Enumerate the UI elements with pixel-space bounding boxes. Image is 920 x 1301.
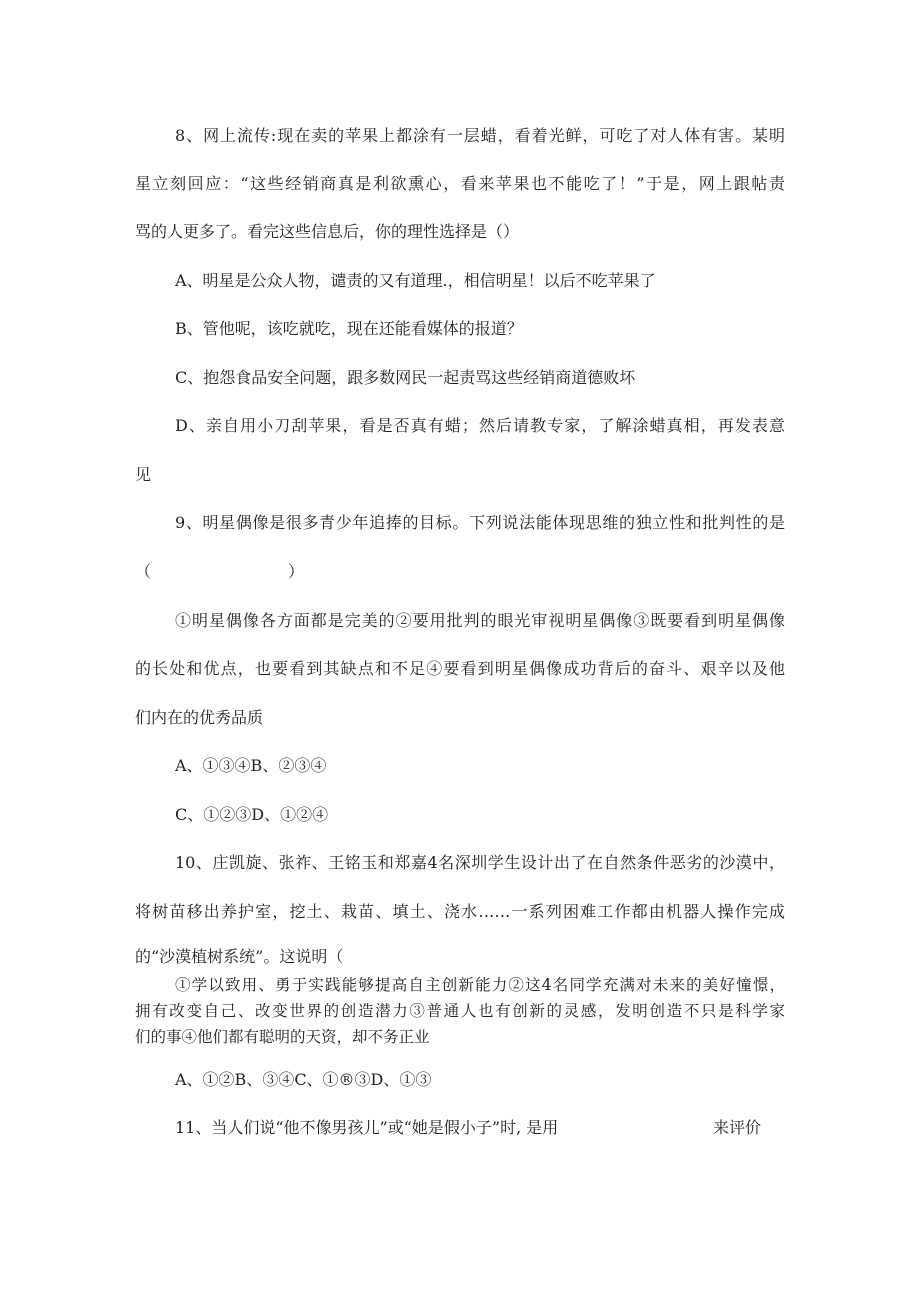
q10-stem-line-1: 10、庄凯旋、张祚、王铭玉和郑嘉4名深圳学生设计出了在自然条件恶劣的沙漠中， bbox=[175, 853, 785, 872]
q9-options-cd: C、①②③D、①②④ bbox=[175, 805, 329, 824]
q8-stem-line-3: 骂的人更多了。看完这些信息后，你的理性选择是（） bbox=[135, 222, 520, 241]
q8-option-c: C、抱怨食品安全问题，跟多数网民一起责骂这些经销商道德败坏 bbox=[175, 368, 636, 387]
q11-stem-part-2: 来评价 bbox=[713, 1118, 762, 1137]
q11-stem-part-1: 11、当人们说“他不像男孩儿”或“她是假小子”时, 是用 bbox=[175, 1118, 559, 1137]
q8-option-b: B、管他呢，该吃就吃，现在还能看媒体的报道？ bbox=[175, 319, 523, 338]
q10-statements-line-1: ①学以致用、勇于实践能够提高自主创新能力②这4名同学充满对未来的美好憧憬， bbox=[175, 976, 785, 994]
q10-stem-line-2: 将树苗移出养护室，挖土、栽苗、填土、浇水……一系列困难工作都由机器人操作完成 bbox=[135, 902, 785, 921]
q10-statements-line-3: 们的事④他们都有聪明的天资，却不务正业 bbox=[135, 1028, 430, 1046]
q10-stem-line-3: 的“沙漠植树系统”。这说明（ bbox=[135, 947, 344, 966]
q8-option-d-line-1: D、亲自用小刀刮苹果，看是否真有蜡；然后请教专家，了解涂蜡真相，再发表意 bbox=[175, 416, 785, 435]
q9-options-ab: A、①③④B、②③④ bbox=[175, 756, 327, 775]
q8-option-a: A、明星是公众人物，谴责的又有道理.，相信明星！以后不吃苹果了 bbox=[175, 271, 656, 290]
q9-stem-line-1: 9、明星偶像是很多青少年追捧的目标。下列说法能体现思维的独立性和批判性的是 bbox=[175, 513, 785, 532]
q9-statements-line-2: 的长处和优点，也要看到其缺点和不足④要看到明星偶像成功背后的奋斗、艰辛以及他 bbox=[135, 659, 785, 678]
q10-statements-line-2: 拥有改变自己、改变世界的创造潜力③普通人也有创新的灵感，发明创造不只是科学家 bbox=[135, 1002, 785, 1020]
q9-answer-paren-open: （ bbox=[135, 562, 152, 581]
q9-answer-paren-close: ） bbox=[288, 562, 305, 581]
q8-stem-line-2: 星立刻回应：“这些经销商真是利欲熏心，看来苹果也不能吃了！”于是，网上跟帖责 bbox=[135, 174, 785, 193]
q9-statements-line-1: ①明星偶像各方面都是完美的②要用批判的眼光审视明星偶像③既要看到明星偶像 bbox=[175, 611, 785, 630]
q10-options: A、①②B、③④C、①®③D、①③ bbox=[175, 1070, 432, 1089]
q8-option-d-line-2: 见 bbox=[135, 465, 152, 484]
q9-statements-line-3: 们内在的优秀品质 bbox=[135, 708, 264, 727]
q8-stem-line-1: 8、网上流传:现在卖的苹果上都涂有一层蜡，看着光鲜，可吃了对人体有害。某明 bbox=[175, 126, 785, 145]
